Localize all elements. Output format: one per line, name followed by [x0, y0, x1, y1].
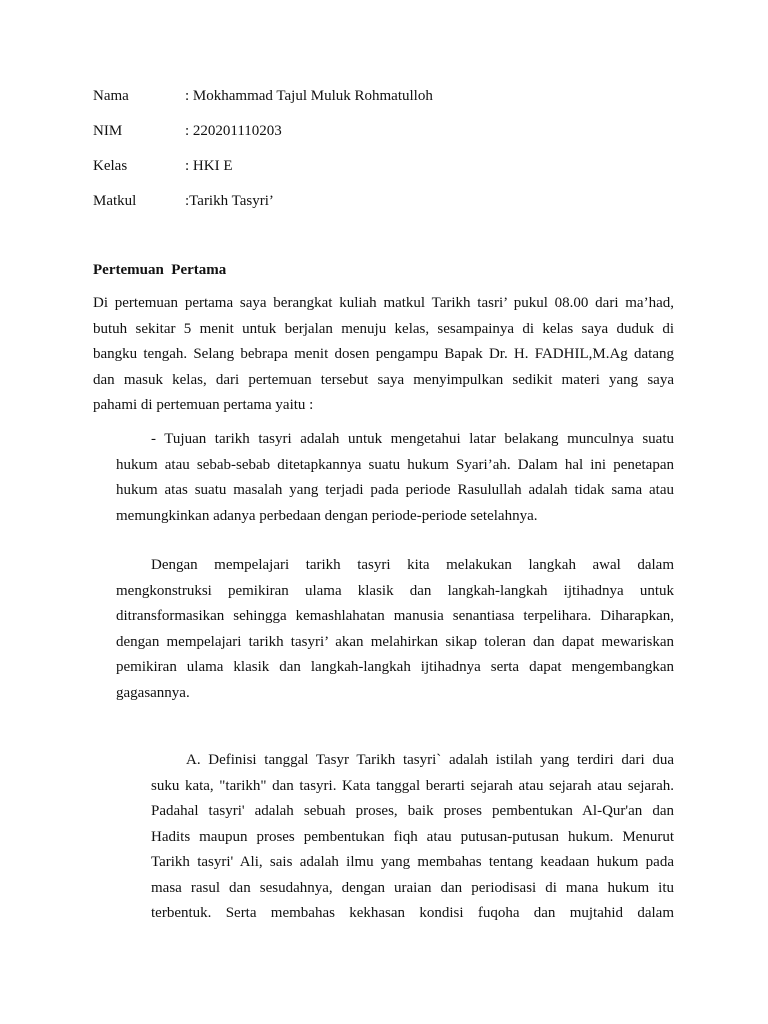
- info-value: : Mokhammad Tajul Muluk Rohmatulloh: [185, 88, 433, 104]
- paragraph-line: Tarikh tasyri' Ali, sais adalah ilmu yang membahas tentang keadaan hukum pada: [151, 854, 674, 870]
- paragraph-line: suku kata, "tarikh" dan tasyri. Kata tanggal berarti sejarah atau sejarah atau sejarah.: [151, 777, 674, 794]
- paragraph-line: bangku tengah. Selang bebrapa menit dosen pengampu Bapak Dr. H. FADHIL,M.Ag datang: [93, 346, 674, 362]
- paragraph-line: A. Definisi tanggal Tasyr Tarikh tasyri` adalah istilah yang terdiri dari dua: [186, 752, 674, 768]
- paragraph-line: pahami di pertemuan pertama yaitu :: [93, 397, 314, 413]
- paragraph-line: memungkinkan adanya perbedaan dengan periode-periode setelahnya.: [116, 507, 538, 524]
- info-value: : HKI E: [185, 158, 233, 174]
- paragraph-line: dan masuk kelas, dari pertemuan tersebut saya menyimpulkan sedikit materi yang saya: [93, 371, 674, 388]
- paragraph-line: hukum atas suatu masalah yang terjadi pada periode Rasulullah adalah tidak sama atau: [116, 482, 674, 498]
- paragraph-line: dengan mempelajari tarikh tasyri’ akan melahirkan sikap toleran dan dapat mewariskan: [116, 633, 674, 650]
- paragraph-line: Di pertemuan pertama saya berangkat kuliah matkul Tarikh tasri’ pukul 08.00 dari ma’had,: [93, 295, 674, 311]
- paragraph-line: mengkonstruksi pemikiran ulama klasik dan langkah-langkah ijtihadnya untuk: [116, 582, 674, 599]
- paragraph-line: Padahal tasyri' adalah sebuah proses, baik proses pembentukan Al-Qur'an dan: [151, 803, 674, 819]
- paragraph-line: butuh sekitar 5 menit untuk berjalan menuju kelas, sesampainya di kelas saya duduk di: [93, 320, 674, 337]
- section-heading: Pertemuan Pertama: [93, 262, 227, 278]
- info-value: :Tarikh Tasyri’: [185, 193, 274, 209]
- info-label: Matkul: [93, 193, 137, 209]
- paragraph-dengan: [116, 553, 674, 706]
- paragraph-line: gagasannya.: [116, 684, 190, 701]
- info-label: NIM: [93, 123, 123, 139]
- info-label: Nama: [93, 88, 129, 104]
- info-label: Kelas: [93, 158, 128, 174]
- paragraph-line: - Tujuan tarikh tasyri adalah untuk mengetahui latar belakang munculnya suatu: [151, 431, 674, 447]
- paragraph-tujuan: [116, 427, 674, 529]
- paragraph-line: pemikiran ulama klasik dan langkah-langkah ijtihadnya serta dapat mengembangkan: [116, 659, 674, 675]
- paragraph-line: masa rasul dan sesudahnya, dengan uraian dan periodisasi di mana hukum itu: [151, 879, 674, 896]
- paragraph-line: ditransformasikan sehingga kemashlahatan manusia senantiasa terpelihara. Diharapkan,: [116, 608, 674, 624]
- paragraph-line: Dengan mempelajari tarikh tasyri kita melakukan langkah awal dalam: [151, 557, 674, 573]
- paragraph-line: Hadits maupun proses pembentukan fiqh atau putusan-putusan hukum. Menurut: [151, 828, 674, 845]
- paragraph-definisi: [151, 748, 674, 927]
- info-value: : 220201110203: [185, 123, 282, 139]
- paragraph-line: terbentuk. Serta membahas kekhasan kondisi fuqoha dan mujtahid dalam: [151, 905, 674, 921]
- paragraph-line: hukum atau sebab-sebab ditetapkannya suatu hukum Syari’ah. Dalam hal ini penetapan: [116, 456, 674, 473]
- paragraph-intro: [93, 291, 674, 419]
